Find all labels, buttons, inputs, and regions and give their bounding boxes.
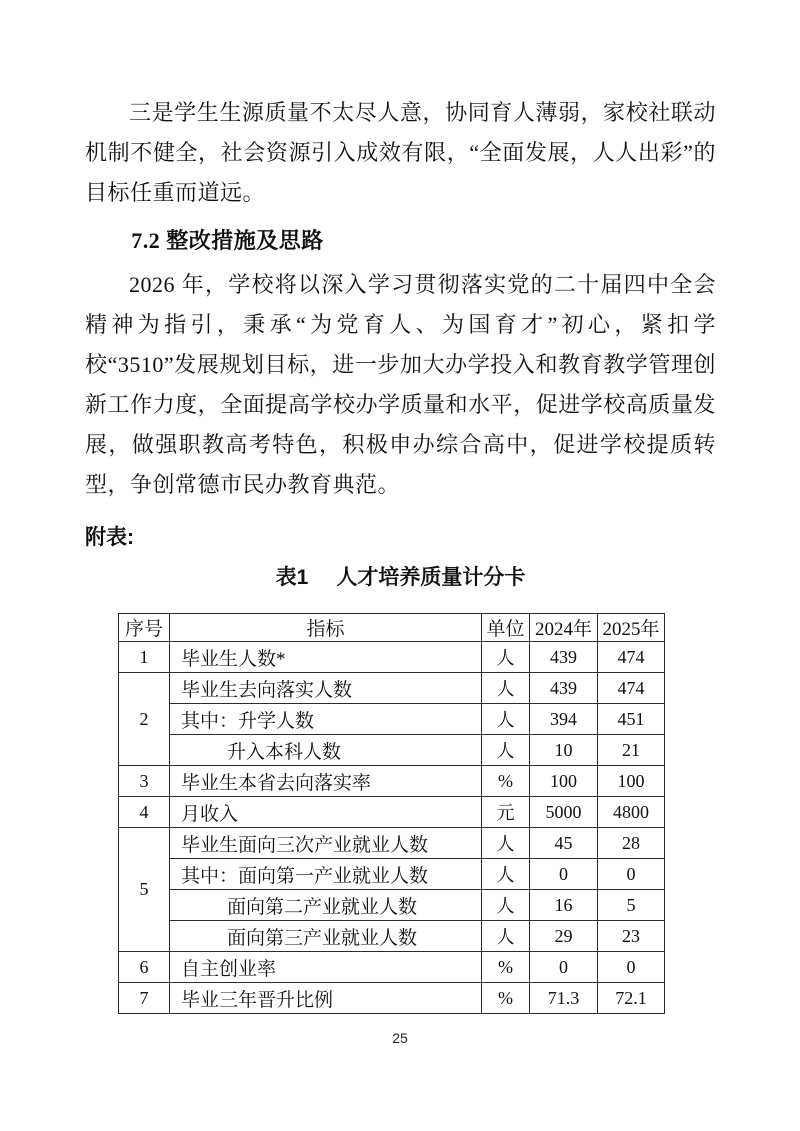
value-2024-cell: 10 — [530, 735, 598, 766]
unit-cell: 元 — [482, 797, 530, 828]
value-2024-cell: 71.3 — [530, 983, 598, 1014]
indicator-cell: 月收入 — [170, 797, 482, 828]
value-2025-cell: 474 — [598, 673, 665, 704]
value-2024-cell: 45 — [530, 828, 598, 859]
serial-cell: 7 — [119, 983, 170, 1014]
value-2024-cell: 16 — [530, 890, 598, 921]
section-heading-7-2: 7.2 整改措施及思路 — [131, 228, 324, 253]
table-row — [119, 921, 665, 952]
indicator-cell: 自主创业率 — [170, 952, 482, 983]
value-2025-cell: 451 — [598, 704, 665, 735]
table-row — [119, 673, 665, 704]
indicator-cell: 毕业生面向三次产业就业人数 — [170, 828, 482, 859]
value-2024-cell: 439 — [530, 642, 598, 673]
value-2024-cell: 100 — [530, 766, 598, 797]
unit-cell: 人 — [482, 673, 530, 704]
unit-cell: % — [482, 983, 530, 1014]
page-number: 25 — [392, 1030, 408, 1046]
paragraph-student-source-quality: 三是学生生源质量不太尽人意，协同育人薄弱，家校社联动机制不健全，社会资源引入成效有限，“全面发展，人人出彩”的目标任重而道远。 — [85, 100, 716, 205]
unit-cell: % — [482, 952, 530, 983]
table-row — [119, 890, 665, 921]
indicator-cell: 面向第三产业就业人数 — [170, 921, 482, 952]
paragraph-2026-plan: 2026 年，学校将以深入学习贯彻落实党的二十届四中全会精神为指引，秉承“为党育人、为国育才”初心，紧扣学校“3510”发展规划目标，进一步加大办学投入和教育教学管理创新工作力度，全面提高学校办学质量和水平，促进学校高质量发展，做强职教高考特色，积极申办综合高中，促进学校提质转型，争创常德市民办教育典范。 — [85, 272, 716, 497]
value-2024-cell: 439 — [530, 673, 598, 704]
unit-cell: 人 — [482, 828, 530, 859]
value-2024-cell: 5000 — [530, 797, 598, 828]
table-row — [119, 766, 665, 797]
value-2024-cell: 394 — [530, 704, 598, 735]
table-row — [119, 952, 665, 983]
table-row — [119, 983, 665, 1014]
unit-cell: 人 — [482, 704, 530, 735]
table-row — [119, 735, 665, 766]
value-2025-cell: 72.1 — [598, 983, 665, 1014]
talent-quality-scorecard-table — [118, 613, 665, 1014]
unit-cell: 人 — [482, 642, 530, 673]
value-2025-cell: 0 — [598, 952, 665, 983]
unit-cell: 人 — [482, 890, 530, 921]
table-header-row — [119, 614, 665, 642]
serial-cell: 1 — [119, 642, 170, 673]
value-2025-cell: 4800 — [598, 797, 665, 828]
table-caption-title: 人才培养质量计分卡 — [336, 566, 526, 589]
unit-cell: 人 — [482, 921, 530, 952]
table-row — [119, 797, 665, 828]
value-2025-cell: 28 — [598, 828, 665, 859]
table-row — [119, 704, 665, 735]
table-caption — [85, 558, 716, 598]
value-2025-cell: 23 — [598, 921, 665, 952]
header-2024: 2024年 — [530, 614, 598, 642]
header-serial: 序号 — [119, 614, 170, 642]
appendix-label: 附表: — [85, 526, 134, 549]
serial-cell: 5 — [119, 828, 170, 952]
table-caption-label: 表1 — [275, 566, 309, 589]
table-row — [119, 828, 665, 859]
header-unit: 单位 — [482, 614, 530, 642]
table-row — [119, 642, 665, 673]
indicator-cell: 毕业生人数* — [170, 642, 482, 673]
value-2025-cell: 21 — [598, 735, 665, 766]
value-2025-cell: 0 — [598, 859, 665, 890]
value-2024-cell: 0 — [530, 952, 598, 983]
value-2024-cell: 29 — [530, 921, 598, 952]
serial-cell: 3 — [119, 766, 170, 797]
unit-cell: % — [482, 766, 530, 797]
value-2025-cell: 5 — [598, 890, 665, 921]
indicator-cell: 其中：面向第一产业就业人数 — [170, 859, 482, 890]
table-row — [119, 859, 665, 890]
indicator-cell: 毕业生本省去向落实率 — [170, 766, 482, 797]
serial-cell: 2 — [119, 673, 170, 766]
indicator-cell: 面向第二产业就业人数 — [170, 890, 482, 921]
indicator-cell: 其中：升学人数 — [170, 704, 482, 735]
header-indicator: 指标 — [170, 614, 482, 642]
serial-cell: 6 — [119, 952, 170, 983]
page-content — [85, 93, 716, 1014]
value-2024-cell: 0 — [530, 859, 598, 890]
unit-cell: 人 — [482, 859, 530, 890]
indicator-cell: 升入本科人数 — [170, 735, 482, 766]
value-2025-cell: 100 — [598, 766, 665, 797]
indicator-cell: 毕业三年晋升比例 — [170, 983, 482, 1014]
header-2025: 2025年 — [598, 614, 665, 642]
indicator-cell: 毕业生去向落实人数 — [170, 673, 482, 704]
serial-cell: 4 — [119, 797, 170, 828]
value-2025-cell: 474 — [598, 642, 665, 673]
unit-cell: 人 — [482, 735, 530, 766]
